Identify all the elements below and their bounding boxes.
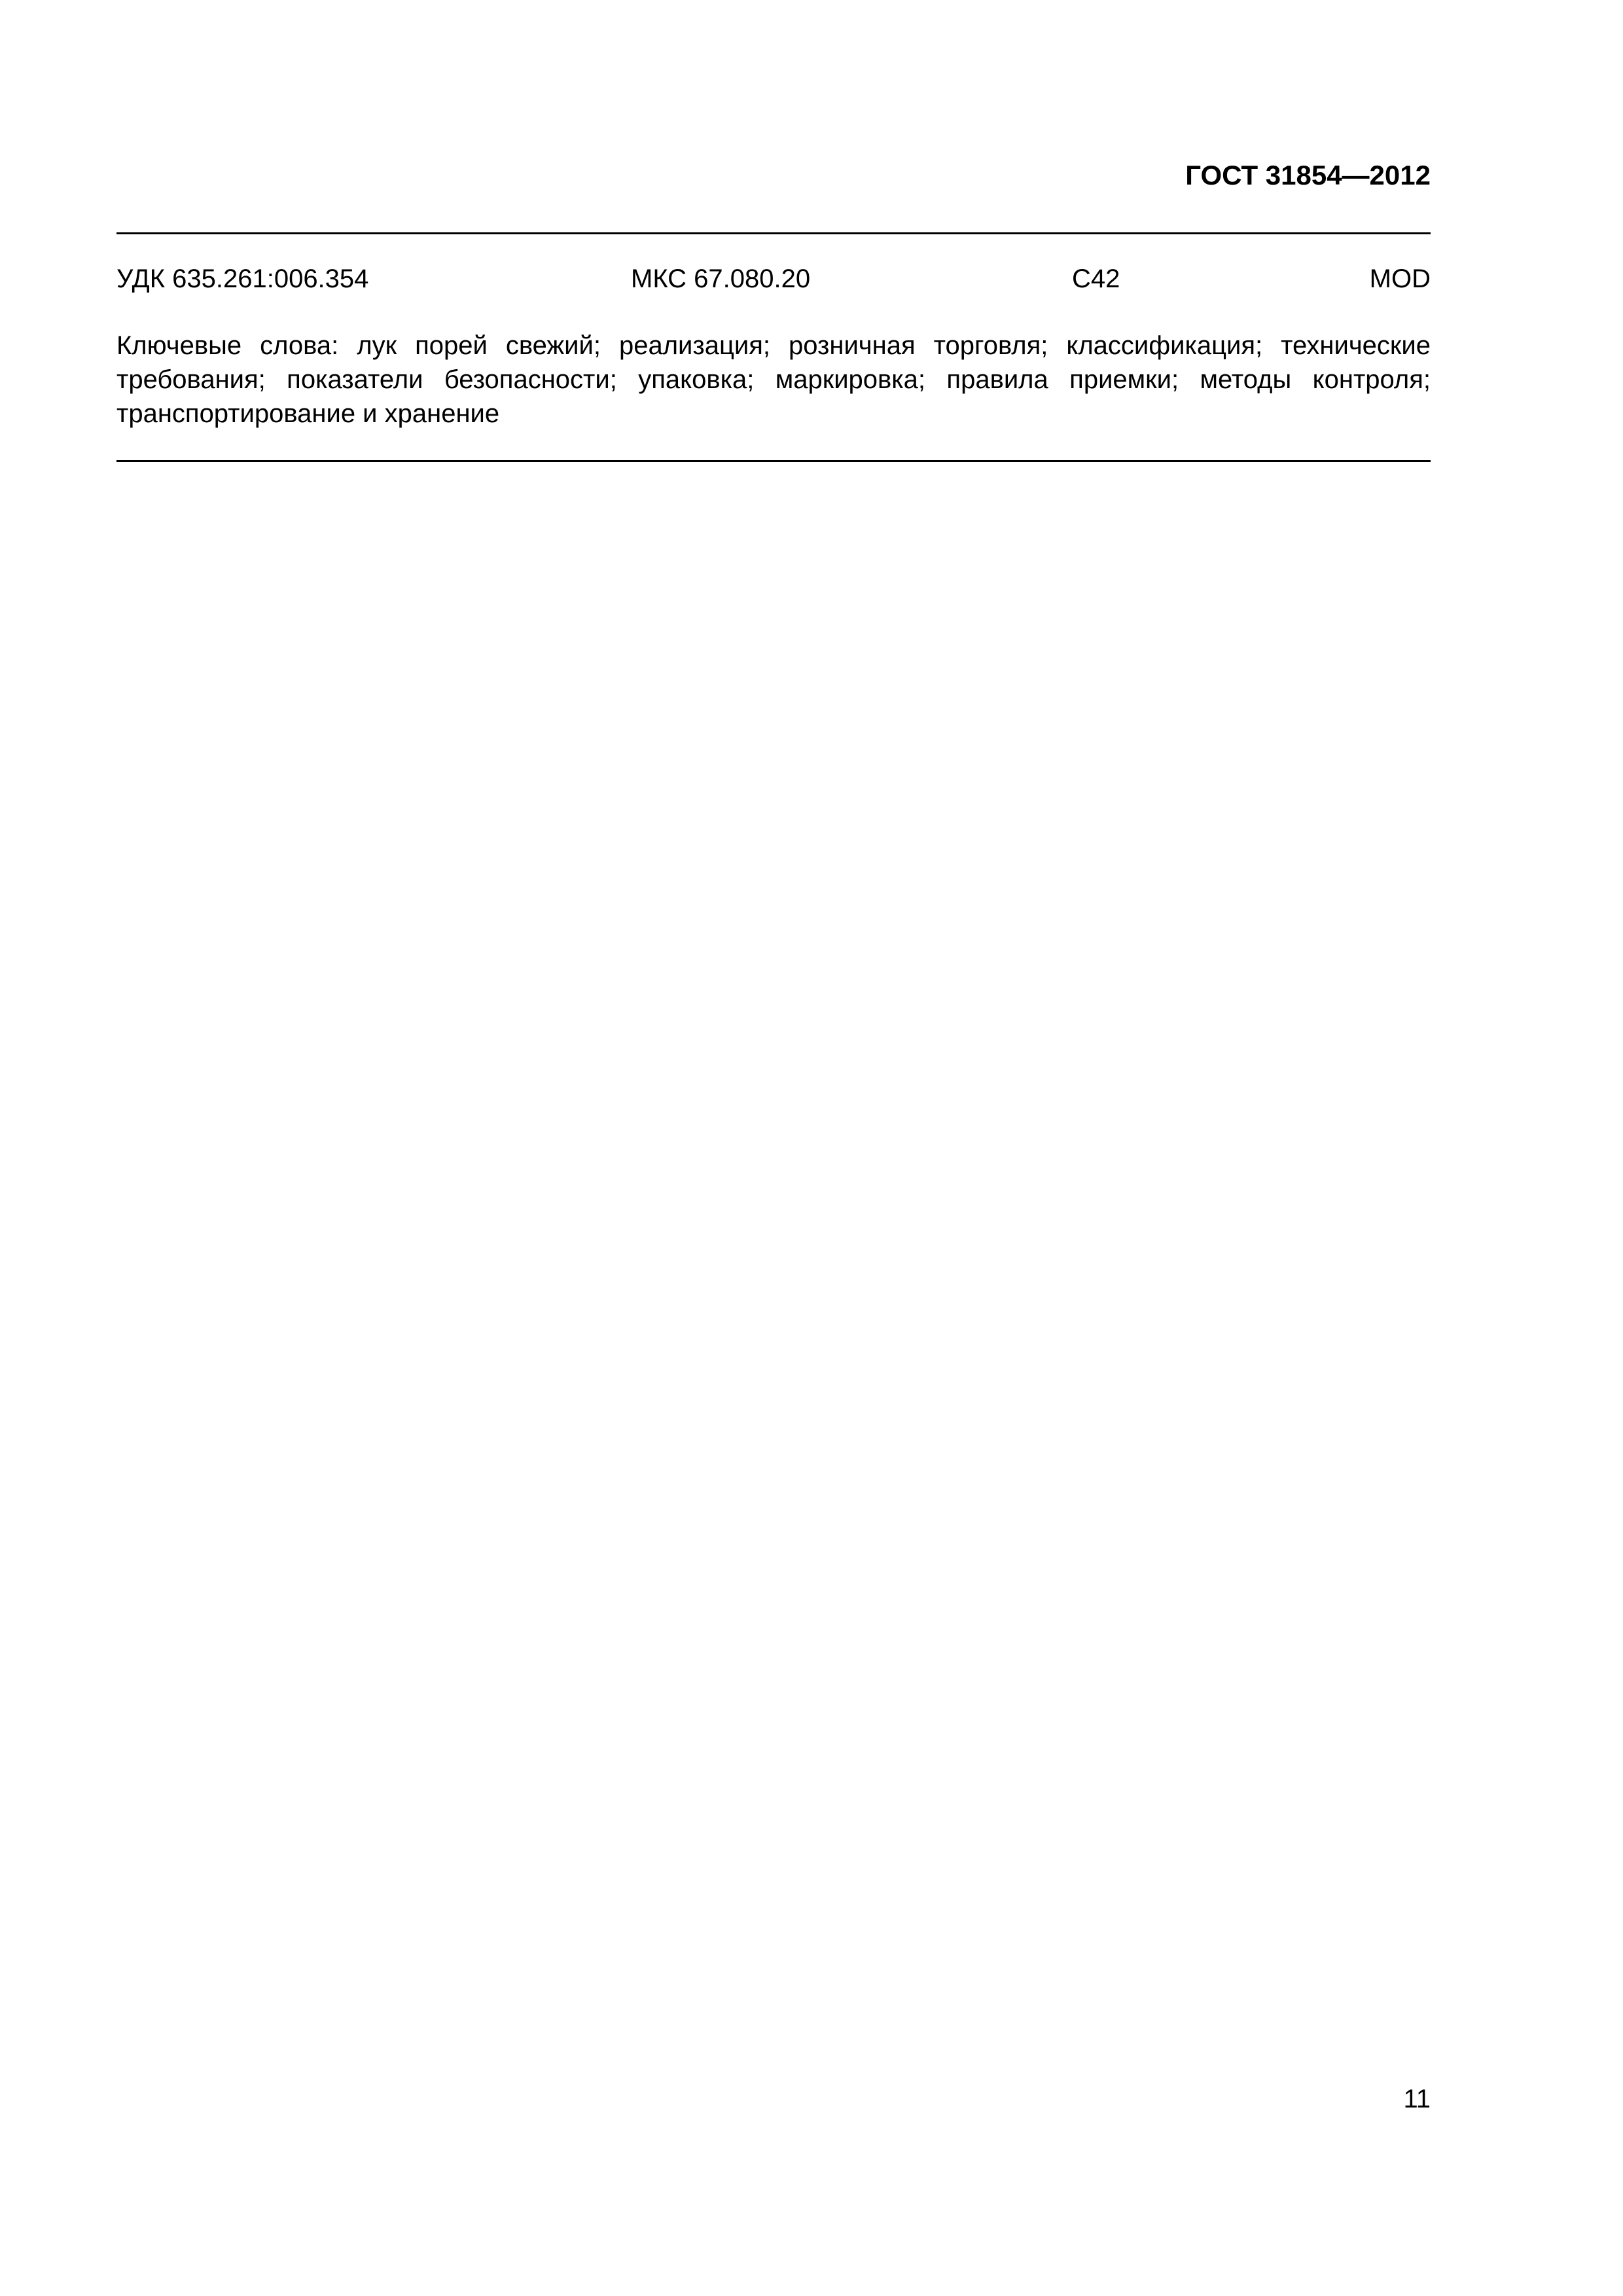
page-header-standard-number: ГОСТ 31854—2012 [1185,160,1431,190]
mks-code: МКС 67.080.20 [631,264,811,293]
modification-code: MOD [1369,264,1431,293]
classification-row [116,264,1431,301]
top-divider [116,232,1431,234]
classification-code: С42 [1072,264,1120,293]
page-number: 11 [1403,2085,1431,2113]
keywords-paragraph: Ключевые слова: лук порей свежий; реализация; розничная торговля; классификация; технические требования; показатели безопасности; упаковка; маркировка; правила приемки; методы контроля; транспортирование и хранение [116,331,1431,428]
bottom-divider [116,460,1431,462]
udk-code: УДК 635.261:006.354 [116,264,369,293]
